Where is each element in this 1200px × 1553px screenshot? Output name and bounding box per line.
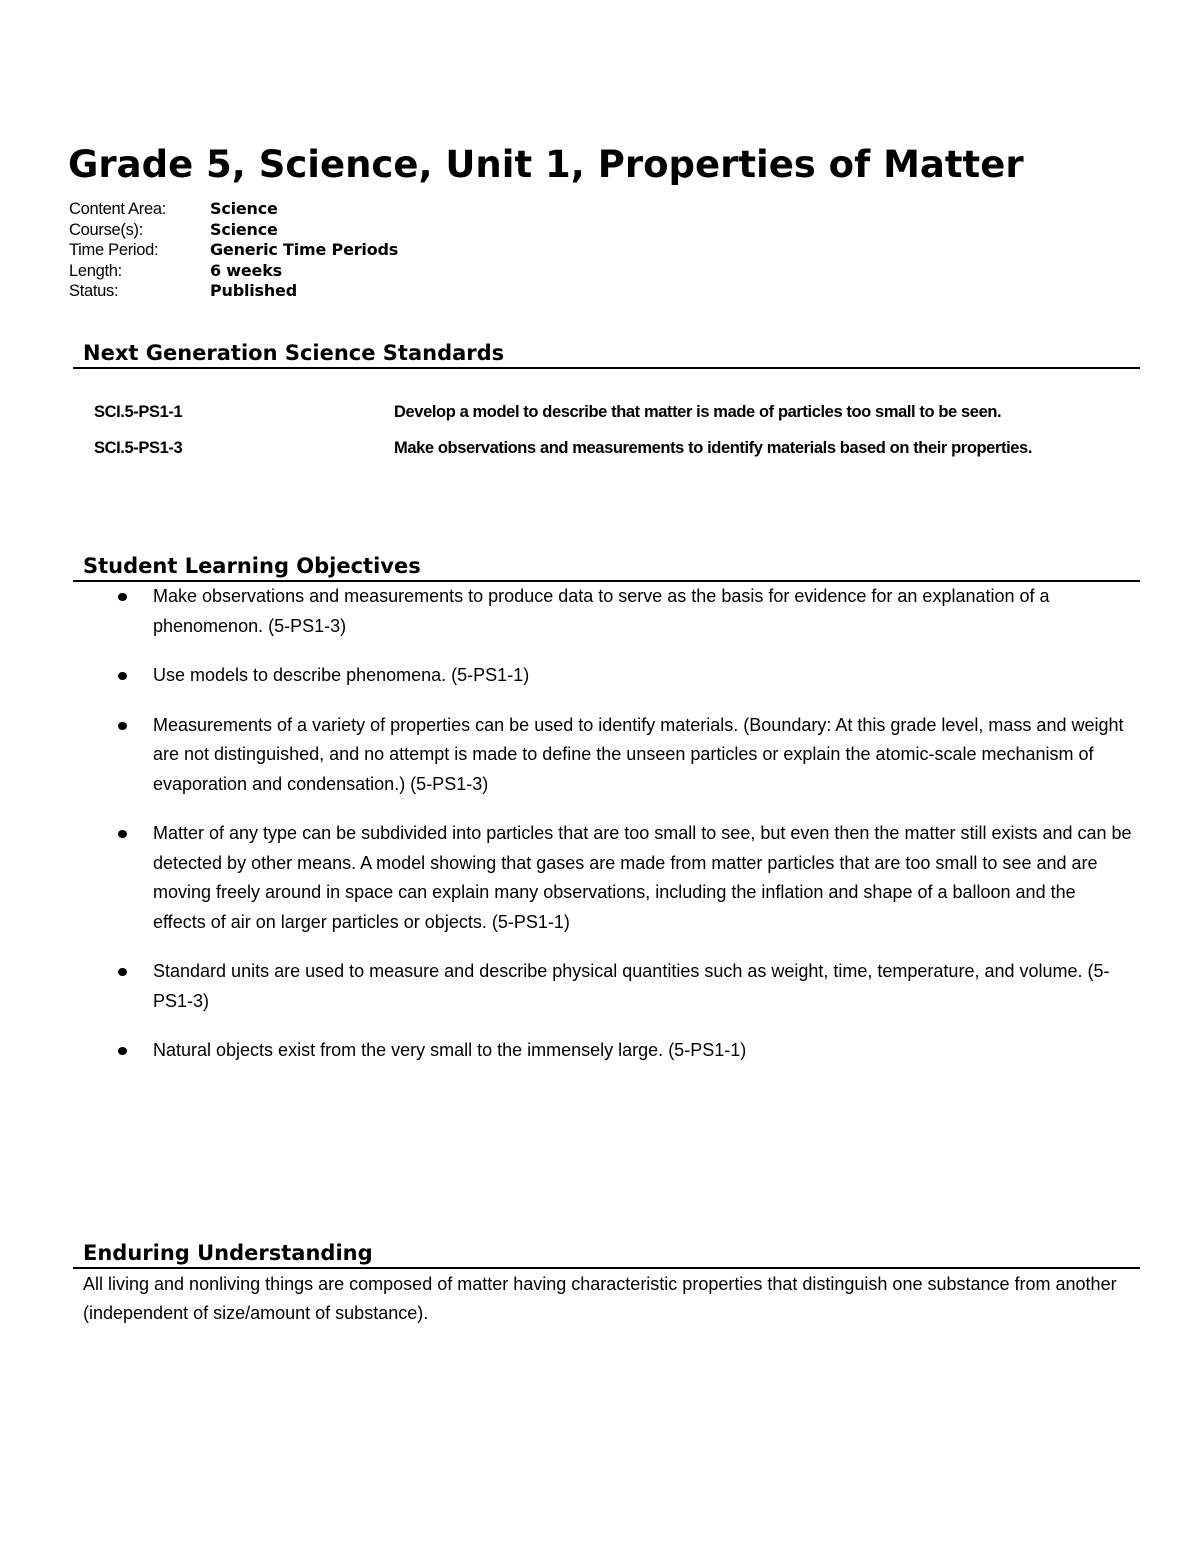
- objective-text: Measurements of a variety of properties can be used to identify materials. (Boundary: At this grade level, mass and weight are not distinguished, and no attempt is made to define the unseen particles or explain the atomic-scale mechanism of evaporation and condensation.) (5-PS1-3): [153, 714, 1124, 794]
- objective-text: Standard units are used to measure and describe physical quantities such as weight, time, temperature, and volume. (5-PS1-3): [153, 961, 1110, 1011]
- standard-description: Make observations and measurements to identify materials based on their properties.: [394, 439, 1032, 457]
- bullet-icon: [118, 830, 127, 838]
- meta-label: Status:: [69, 282, 119, 300]
- objective-item: [112, 819, 1132, 937]
- meta-row-courses: [69, 220, 398, 241]
- bullet-icon: [118, 722, 127, 730]
- meta-value: Science: [210, 219, 278, 239]
- meta-label: Content Area:: [69, 200, 167, 218]
- standards-table: [94, 399, 1134, 471]
- objectives-list: [112, 582, 1132, 1086]
- meta-row-content-area: [69, 199, 398, 220]
- understanding-text: All living and nonliving things are composed of matter having characteristic properties that distinguish one substance from another (independent of size/amount of substance).: [83, 1274, 1117, 1323]
- page-title: Grade 5, Science, Unit 1, Properties of Matter: [68, 143, 1024, 186]
- objective-text: Matter of any type can be subdivided into particles that are too small to see, but even then the matter still exists and can be detected by other means. A model showing that gases are made from matter particles that are too small to see and are moving freely around in space can explain many observations, including the inflation and shape of a balloon and the effects of air on larger particles or objects. (5-PS1-1): [153, 823, 1132, 932]
- meta-value: 6 weeks: [210, 260, 282, 280]
- objective-item: [112, 711, 1132, 800]
- meta-label: Length:: [69, 261, 122, 280]
- meta-row-time-period: [69, 240, 398, 261]
- objective-item: [112, 582, 1132, 641]
- bullet-icon: [118, 593, 127, 601]
- standard-code: SCI.5-PS1-1: [94, 403, 183, 421]
- bullet-icon: [118, 968, 127, 976]
- objective-item: [112, 1036, 1132, 1066]
- standard-code: SCI.5-PS1-3: [94, 439, 183, 457]
- objective-item: [112, 957, 1132, 1016]
- meta-value: Published: [210, 281, 297, 300]
- meta-value: Science: [210, 199, 278, 218]
- objectives-heading: Student Learning Objectives: [73, 552, 1140, 582]
- meta-value: Generic Time Periods: [210, 240, 399, 259]
- bullet-icon: [118, 1047, 127, 1055]
- bullet-icon: [118, 672, 127, 680]
- standards-heading: Next Generation Science Standards: [73, 339, 1140, 369]
- objective-text: Make observations and measurements to produce data to serve as the basis for evidence for an explanation of a phenomenon. (5-PS1-3): [153, 586, 1050, 636]
- objective-text: Natural objects exist from the very small to the immensely large. (5-PS1-1): [153, 1040, 747, 1060]
- standard-row: [94, 399, 1134, 435]
- meta-label: Course(s):: [69, 220, 144, 239]
- meta-row-length: [69, 261, 398, 282]
- objective-text: Use models to describe phenomena. (5-PS1-1): [153, 665, 530, 685]
- standard-description: Develop a model to describe that matter is made of particles too small to be seen.: [394, 403, 1002, 421]
- understanding-heading: Enduring Understanding: [73, 1239, 1140, 1269]
- meta-label: Time Period:: [69, 241, 159, 259]
- unit-metadata: [69, 199, 398, 302]
- objective-item: [112, 661, 1132, 691]
- standard-row: [94, 435, 1134, 471]
- meta-row-status: [69, 281, 398, 302]
